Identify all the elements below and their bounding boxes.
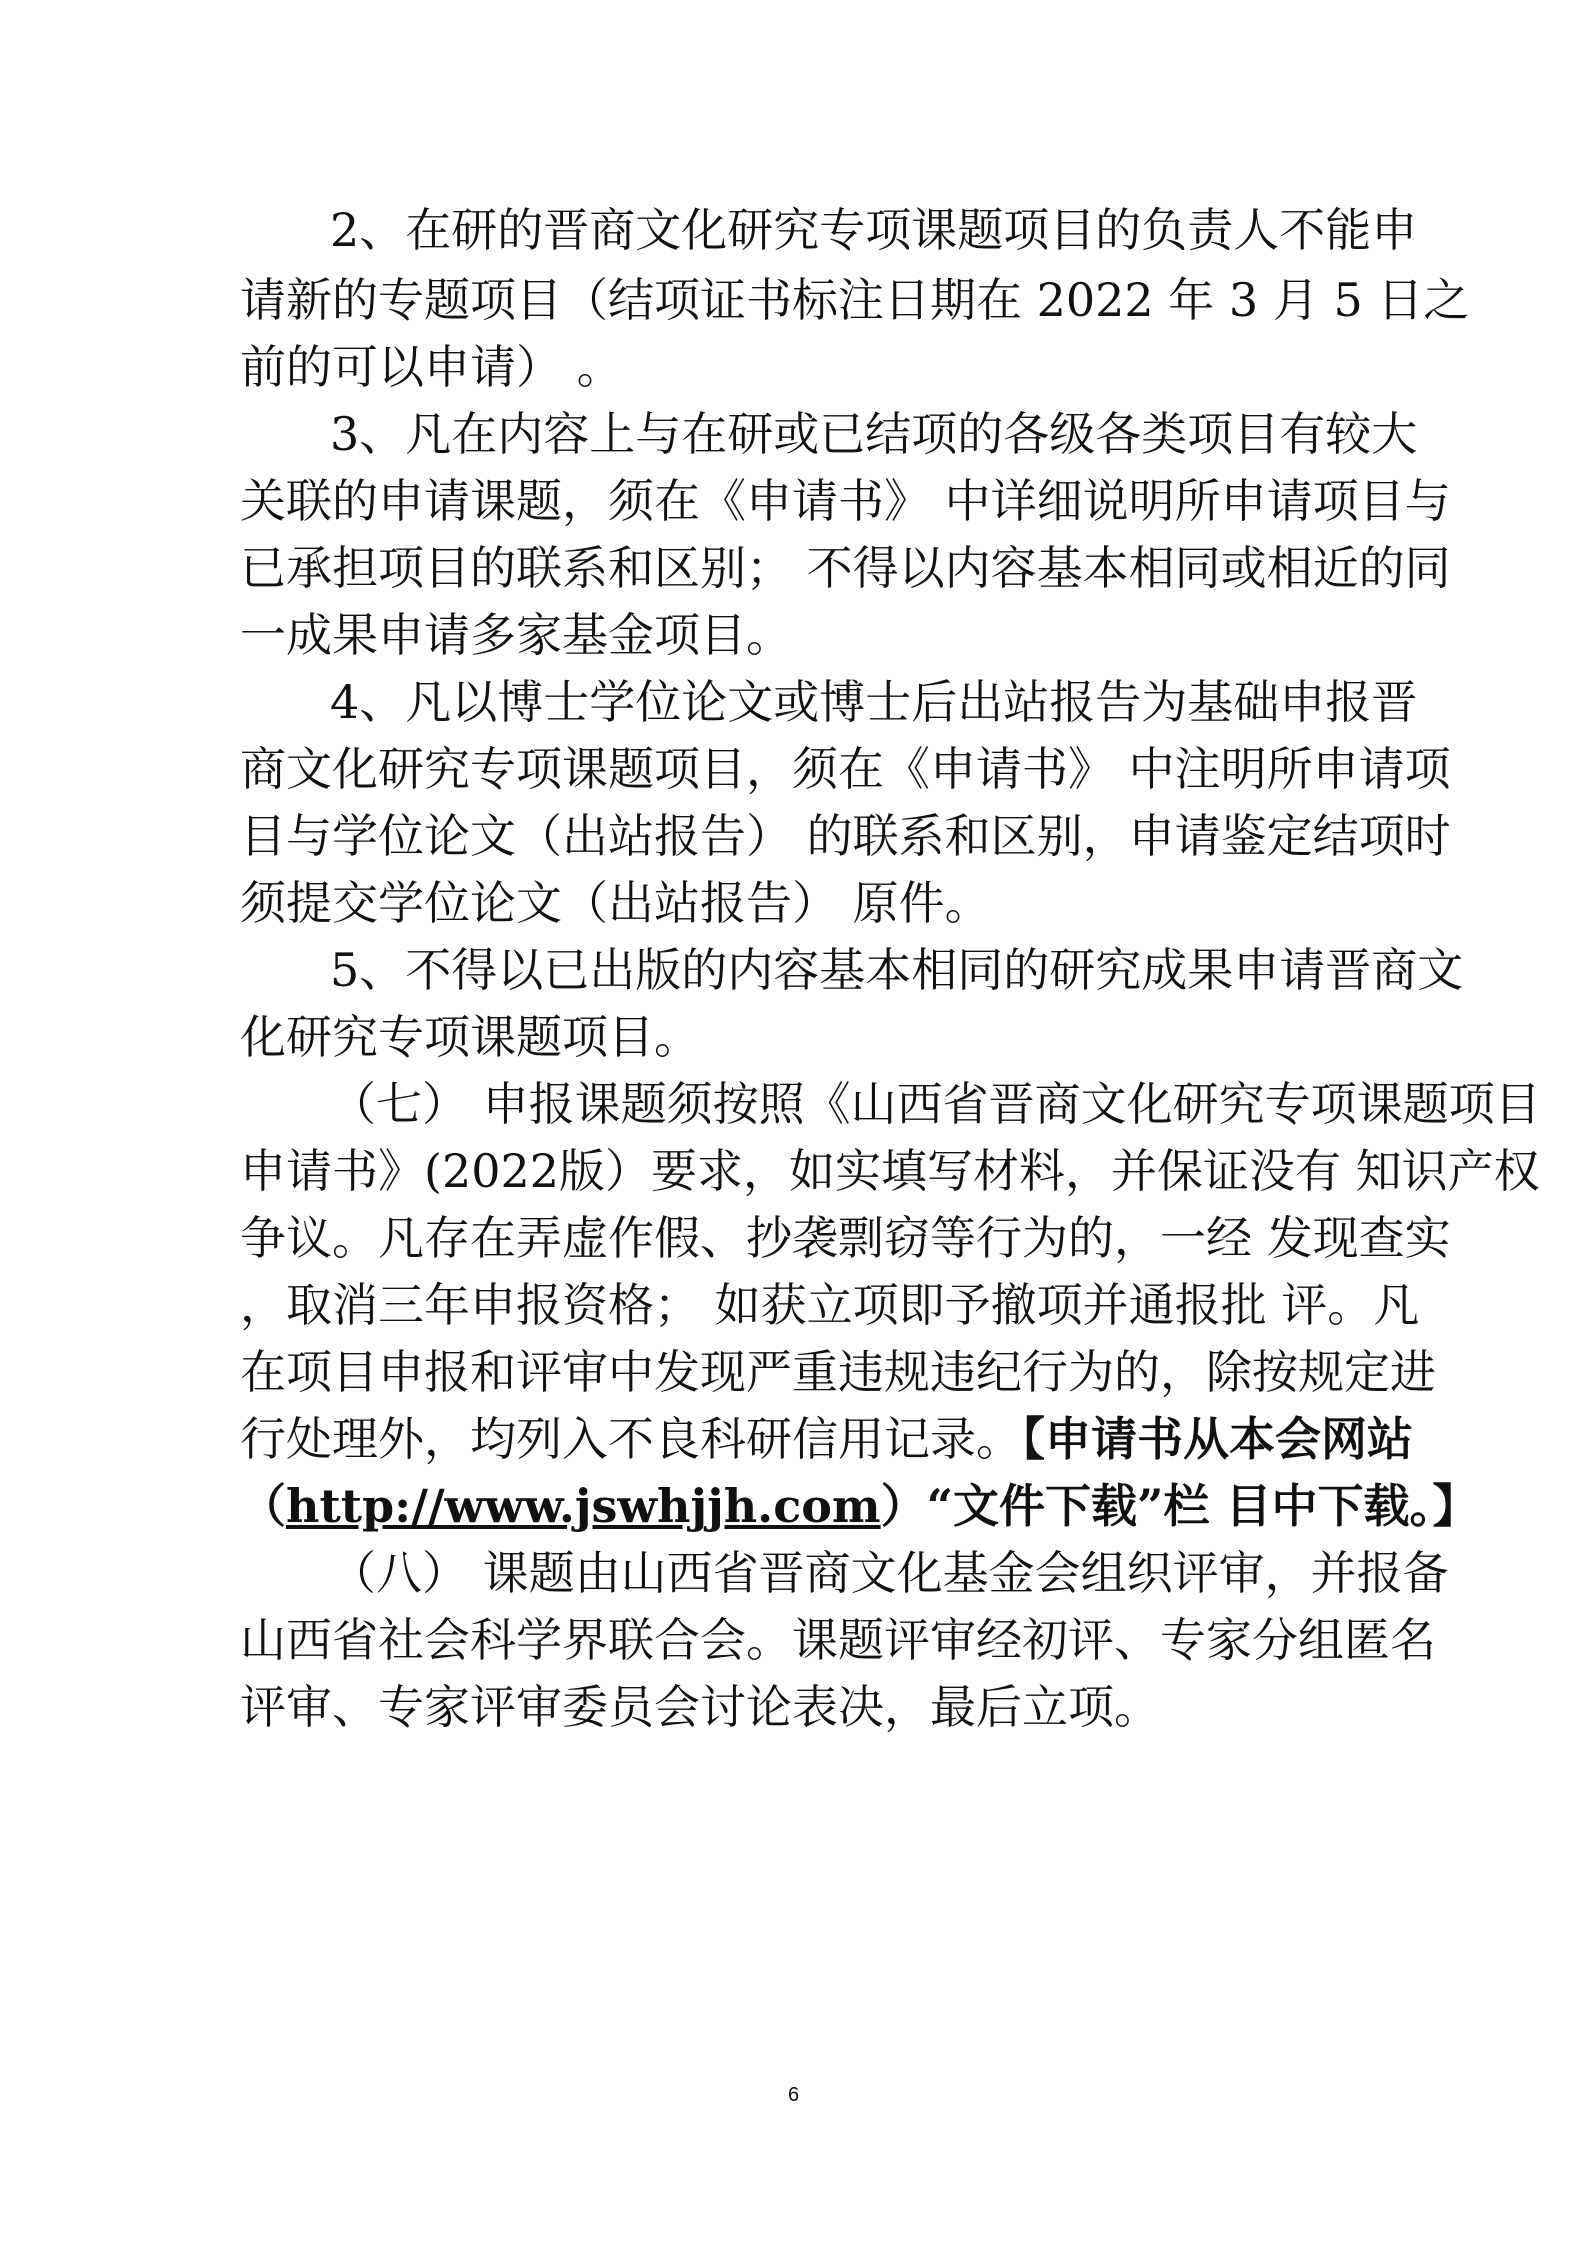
paragraph-4-line-1: 4、凡以博士学位论文或博士后出站报告为基础申报晋 xyxy=(330,675,1418,729)
paragraph-3-line-1: 3、凡在内容上与在研或已结项的各级各类项目有较大 xyxy=(330,407,1418,461)
download-note-start: 【申请书从本会网站 xyxy=(1022,1412,1413,1466)
paragraph-7-line-2: 申请书》(2022版）要求，如实填写材料，并保证没有 知识产权 xyxy=(240,1144,1540,1198)
paragraph-8-line-1: （八） 课题由山西省晋商文化基金会组织评审，并报备 xyxy=(330,1546,1449,1600)
paragraph-8-line-2: 山西省社会科学界联合会。课题评审经初评、专家分组匿名 xyxy=(240,1613,1436,1667)
download-note-end: ）“文件下载”栏 目中下载。】 xyxy=(880,1479,1479,1533)
paragraph-7-line-3: 争议。凡存在弄虚作假、抄袭剽窃等行为的，一经 发现查实 xyxy=(240,1211,1451,1265)
paragraph-7-line-7 xyxy=(240,1476,1479,1536)
paragraph-7-line-5: 在项目申报和评审中发现严重违规违纪行为的，除按规定进 xyxy=(240,1345,1436,1399)
paragraph-4-line-3: 目与学位论文（出站报告） 的联系和区别，申请鉴定结项时 xyxy=(240,809,1451,863)
paragraph-2-line-2: 请新的专题项目（结项证书标注日期在 2022 年 3 月 5 日之 xyxy=(240,273,1470,327)
paragraph-4-line-4: 须提交学位论文（出站报告） 原件。 xyxy=(240,876,991,930)
paragraph-5-line-2: 化研究专项课题项目。 xyxy=(240,1010,700,1064)
paragraph-3-line-4: 一成果申请多家基金项目。 xyxy=(240,608,792,662)
paragraph-7-line-6 xyxy=(240,1409,1413,1469)
paragraph-2-line-1: 2、在研的晋商文化研究专项课题项目的负责人不能申 xyxy=(330,203,1418,257)
paragraph-7-line-4: ，取消三年申报资格； 如获立项即予撤项并通报批 评。凡 xyxy=(240,1278,1420,1332)
paragraph-4-line-2: 商文化研究专项课题项目，须在《申请书》 中注明所申请项 xyxy=(240,742,1451,796)
page-number: 6 xyxy=(787,2084,800,2106)
paragraph-5-line-1: 5、不得以已出版的内容基本相同的研究成果申请晋商文 xyxy=(330,943,1464,997)
url-open-bracket: （ xyxy=(240,1479,286,1533)
website-link[interactable]: http://www.jswhjjh.com xyxy=(286,1479,881,1533)
paragraph-7-line-1: （七） 申报课题须按照《山西省晋商文化研究专项课题项目 xyxy=(330,1077,1541,1131)
paragraph-8-line-3: 评审、专家评审委员会讨论表决，最后立项。 xyxy=(240,1680,1160,1734)
paragraph-3-line-3: 已承担项目的联系和区别； 不得以内容基本相同或相近的同 xyxy=(240,541,1451,595)
record-note-text: 行处理外，均列入不良科研信用记录。 xyxy=(240,1412,1022,1466)
paragraph-2-line-3: 前的可以申请） 。 xyxy=(240,340,623,394)
paragraph-3-line-2: 关联的申请课题，须在《申请书》 中详细说明所申请项目与 xyxy=(240,474,1451,528)
